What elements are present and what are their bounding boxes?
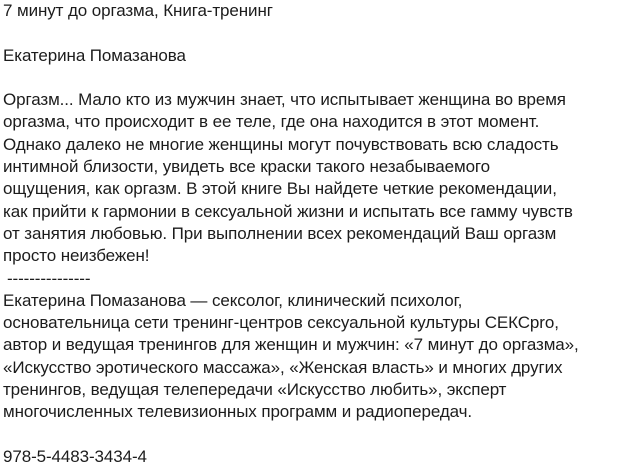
annotation-line: как прийти к гармонии в сексуальной жизни и испытать все гамму чувств [3,201,573,221]
bio-line: «Искусство эротического массажа», «Женская власть» и многих других [3,357,563,377]
annotation-line: Однако далеко не многие женщины могут почувствовать всю сладость [3,134,559,154]
annotation-paragraph [3,89,615,267]
bio-line: основательница сети тренинг-центров сексуальной культуры СЕКСpro, [3,313,559,333]
bio-line: тренингов, ведущая телепередачи «Искусство любить», эксперт [3,380,507,400]
annotation-line: просто неизбежен! [3,246,150,266]
separator-line: --------------- [7,268,91,288]
annotation-line: от занятия любовью. При выполнении всех рекомендаций Ваш оргазм [3,223,557,243]
blank-line [3,67,615,89]
author-bio-paragraph [3,290,615,424]
bio-line: многочисленных телевизионных программ и радиопередач. [3,402,473,422]
book-title-line: 7 минут до оргазма, Книга-тренинг [3,1,273,20]
book-author: Екатерина Помазанова [3,45,186,65]
annotation-line: оргазма, что происходит в ее теле, где она находится в этот момент. [3,112,540,132]
bio-line: автор и ведущая тренингов для женщин и мужчин: «7 минут до оргазма», [3,335,579,355]
isbn-number: 978-5-4483-3434-4 [3,446,147,466]
annotation-line: Оргазм... Мало кто из мужчин знает, что испытывает женщина во время [3,90,566,110]
annotation-line: интимной близости, увидеть все краски такого незабываемого [3,157,491,177]
book-description [3,0,615,468]
annotation-line: ощущения, как оргазм. В этой книге Вы найдете четкие рекомендации, [3,179,557,199]
bio-line: Екатерина Помазанова — сексолог, клинический психолог, [3,290,463,310]
blank-line [3,424,615,446]
blank-line [3,22,615,44]
